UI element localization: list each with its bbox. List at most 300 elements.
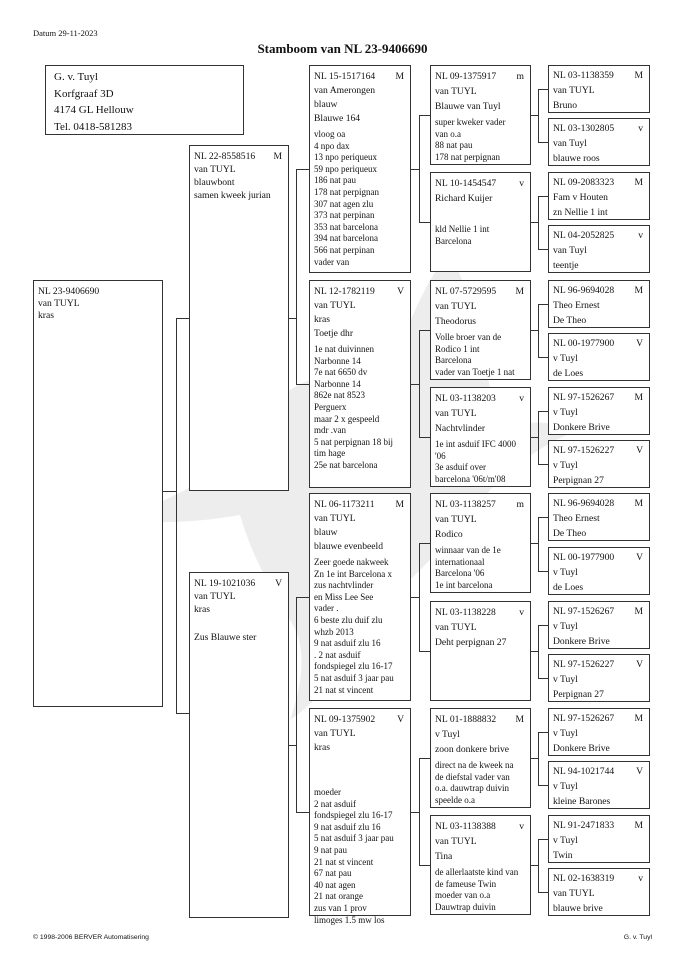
pedigree-breeder: Theo Ernest: [553, 513, 600, 524]
note-line: 394 nat barcelona: [314, 233, 378, 244]
pedigree-ring: NL 94-1021744 V: [553, 766, 643, 777]
pedigree-breeder: van TUYL: [435, 86, 477, 97]
note-line: vloog oa: [314, 129, 346, 139]
note-line: 1e int asduif IFC 4000: [435, 439, 516, 449]
pedigree-name: Twin: [553, 850, 573, 861]
pedigree-name: Theodorus: [435, 316, 477, 327]
pedigree-ring: NL 97-1526227 V: [553, 445, 643, 456]
pedigree-breeder: Richard Kuijer: [435, 193, 493, 204]
note-line: 353 nat barcelona: [314, 221, 378, 232]
connector-line: [538, 411, 539, 464]
ancestor-box: [548, 65, 650, 113]
grandparent-box: [309, 65, 411, 273]
note-line: kld Nellie 1 int: [435, 224, 490, 234]
pedigree-breeder: v Tuyl: [553, 621, 578, 632]
pedigree-name: kleine Barones: [553, 796, 611, 807]
sex-marker: V: [636, 338, 643, 349]
note-line: vader van Toetje 1 nat: [435, 366, 515, 377]
grandparent-box: [309, 708, 411, 925]
note-line: tim hage: [314, 448, 346, 459]
note-line: 186 nat pau: [314, 175, 356, 186]
connector-line: [419, 330, 430, 331]
ancestor-box: [548, 815, 650, 863]
connector-line: [419, 543, 430, 544]
pedigree-breeder: van TUYL: [553, 888, 595, 899]
connector-line: [296, 384, 309, 385]
pedigree-notes: [431, 545, 530, 591]
pedigree-name: de Loes: [553, 582, 584, 593]
great-grandparent-box: [430, 280, 531, 380]
ancestor-box: [548, 280, 650, 328]
sex-marker: V: [275, 578, 282, 589]
note-line: de diefstal vader van: [435, 771, 510, 782]
note-line: moeder: [314, 787, 341, 797]
page-title: Stamboom van NL 23-9406690: [257, 41, 428, 56]
connector-line: [419, 758, 420, 865]
great-grandparent-box: [430, 815, 531, 915]
note-line: 9 nat asduif zlu 16: [314, 638, 381, 649]
pedigree-ring: NL 06-1173211 M: [314, 499, 404, 510]
owner-street: Korfgraaf 3D: [54, 87, 114, 100]
note-line: 1e nat duivinnen: [314, 344, 374, 354]
great-grandparent-box: [430, 708, 531, 808]
sex-marker: M: [634, 498, 643, 509]
note-line: maar 2 x gespeeld: [314, 413, 380, 424]
pedigree-name: [431, 206, 530, 221]
connector-line: [538, 517, 548, 518]
connector-line: [538, 678, 548, 679]
connector-line: [538, 249, 548, 250]
note-line: barcelona '06t/m'08: [435, 473, 506, 484]
connector-line: [538, 732, 548, 733]
pedigree-name: blauwe roos: [553, 153, 600, 164]
pedigree-notes: [431, 760, 530, 806]
note-line: vader .: [314, 603, 339, 614]
note-line: Barcelona: [435, 235, 472, 246]
pedigree-ring: NL 04-2052825 v: [553, 230, 643, 241]
sex-marker: M: [515, 714, 524, 725]
ancestor-box: [548, 601, 650, 649]
sex-marker: v: [638, 230, 643, 241]
connector-line: [538, 357, 548, 358]
pedigree-breeder: van Amerongen: [314, 85, 376, 96]
note-line: 13 npo periqueux: [314, 152, 377, 163]
note-line: 862e nat 8523: [314, 390, 365, 401]
print-date: Datum 29-11-2023: [33, 28, 98, 38]
note-line: 9 nat pau: [314, 844, 347, 855]
pedigree-name: de Loes: [553, 368, 584, 379]
note-line: Barcelona: [435, 355, 472, 366]
great-grandparent-box: [430, 387, 531, 487]
grandparent-box: [309, 493, 411, 701]
note-line: whzb 2013: [314, 626, 354, 637]
pedigree-name: teentje: [553, 260, 579, 271]
pedigree-ring: NL 12-1782119 V: [314, 286, 404, 297]
ancestor-box: [548, 654, 650, 702]
sex-marker: M: [634, 606, 643, 617]
connector-line: [419, 865, 430, 866]
sire-box: [189, 145, 289, 491]
note-line: 21 nat st vincent: [314, 856, 374, 867]
pedigree-breeder: v Tuyl: [553, 835, 578, 846]
great-grandparent-box: [430, 493, 531, 593]
note-line: 25e nat barcelona: [314, 459, 378, 470]
pedigree-breeder: v Tuyl: [435, 729, 460, 740]
pedigree-name: zn Nellie 1 int: [553, 207, 608, 218]
note-line: . 2 nat asduif: [314, 649, 361, 660]
sex-marker: M: [634, 820, 643, 831]
sex-marker: v: [519, 821, 524, 832]
connector-line: [419, 437, 430, 438]
pedigree-name: Rodico: [435, 529, 463, 540]
pedigree-ring: NL 91-2471833 M: [553, 820, 643, 831]
connector-line: [419, 115, 430, 116]
connector-line: [296, 169, 309, 170]
pedigree-name: Blauwe 164: [314, 113, 361, 124]
pedigree-name: Perpignan 27: [553, 689, 604, 700]
pedigree-breeder: van TUYL: [194, 591, 236, 602]
connector-line: [419, 330, 420, 437]
pedigree-breeder: van Tuyl: [553, 138, 587, 149]
note-line: speelde o.a: [435, 794, 475, 805]
pedigree-ring: NL 03-1138203 v: [435, 393, 524, 404]
note-line: Zn 1e int Barcelona x: [314, 568, 392, 579]
pedigree-name: blauwe brive: [553, 903, 603, 914]
pedigree-name: [310, 754, 410, 769]
pedigree-ring: NL 09-2083323 M: [553, 177, 643, 188]
pedigree-name: De Theo: [553, 528, 587, 539]
pedigree-color: blauw: [314, 99, 338, 110]
owner-footer: G. v. Tuyl: [623, 934, 652, 941]
sex-marker: v: [638, 873, 643, 884]
pedigree-name: Donkere Brive: [553, 743, 610, 754]
sex-marker: v: [638, 123, 643, 134]
subject-ring: NL 23-9406690: [38, 286, 100, 297]
pedigree-notes: [431, 439, 530, 485]
pedigree-name: Donkere Brive: [553, 636, 610, 647]
note-line: 59 npo periqueux: [314, 163, 377, 174]
pedigree-ring: NL 03-1302805 v: [553, 123, 643, 134]
sex-marker: M: [634, 392, 643, 403]
note-line: vader van: [314, 256, 350, 267]
note-line: 3e asduif over: [435, 462, 486, 473]
pedigree-breeder: van TUYL: [435, 514, 477, 525]
note-line: 9 nat asduif zlu 16: [314, 821, 381, 832]
pedigree-notes: [431, 117, 530, 163]
connector-line: [176, 318, 177, 714]
connector-line: [176, 318, 189, 319]
connector-line: [538, 464, 548, 465]
note-line: 566 nat perpinan: [314, 244, 375, 255]
note-line: 178 nat perpignan: [435, 151, 500, 162]
connector-line: [419, 651, 430, 652]
sex-marker: M: [634, 70, 643, 81]
ancestor-box: [548, 547, 650, 595]
pedigree-ring: NL 07-5729595 M: [435, 286, 524, 297]
grandparent-box: [309, 280, 411, 488]
sex-marker: M: [515, 286, 524, 297]
pedigree-ring: NL 00-1977900 V: [553, 552, 643, 563]
connector-line: [538, 89, 548, 90]
note-line: fondspiegel zlu 16-17: [314, 661, 393, 672]
pedigree-notes: [431, 867, 530, 913]
pedigree-breeder: van TUYL: [314, 300, 356, 311]
connector-line: [296, 169, 297, 384]
ancestor-box: [548, 440, 650, 488]
note-line: winnaar van de 1e: [435, 545, 501, 555]
pedigree-breeder: Fam v Houten: [553, 192, 608, 203]
great-grandparent-box: [430, 65, 531, 165]
sex-marker: V: [397, 286, 404, 297]
connector-line: [296, 597, 297, 812]
note-line: 2 nat asduif: [314, 798, 356, 809]
connector-line: [538, 196, 539, 249]
subject-color: kras: [38, 310, 54, 321]
pedigree-breeder: v Tuyl: [553, 674, 578, 685]
ancestor-box: [548, 868, 650, 916]
ancestor-box: [548, 333, 650, 381]
owner-name: G. v. Tuyl: [54, 71, 98, 83]
pedigree-breeder: van TUYL: [194, 164, 236, 175]
connector-line: [296, 597, 309, 598]
pedigree-breeder: van TUYL: [435, 408, 477, 419]
note-line: 67 nat pau: [314, 868, 352, 879]
connector-line: [538, 625, 548, 626]
pedigree-breeder: van Tuyl: [553, 245, 587, 256]
connector-line: [538, 839, 539, 892]
note-line: 7e nat 6650 dv: [314, 367, 368, 378]
pedigree-color: kras: [314, 314, 330, 325]
note-line: 5 nat asduif 3 jaar pau: [314, 833, 394, 844]
note-line: super kweker vader: [435, 117, 506, 127]
subject-breeder: van TUYL: [38, 298, 80, 309]
copyright-footer: © 1998-2006 BERVER Automatisering: [33, 934, 149, 941]
sex-marker: V: [397, 714, 404, 725]
subject-box: [33, 280, 163, 707]
pedigree-name: Toetje dhr: [314, 328, 354, 339]
ancestor-box: [548, 225, 650, 273]
sex-marker: M: [634, 285, 643, 296]
pedigree-ring: NL 22-8558516 M: [194, 151, 282, 162]
pedigree-ring: NL 03-1138388 v: [435, 821, 524, 832]
sex-marker: v: [519, 393, 524, 404]
pedigree-breeder: v Tuyl: [553, 781, 578, 792]
pedigree-ring: NL 03-1138257 m: [435, 499, 524, 510]
sex-marker: M: [634, 177, 643, 188]
connector-line: [538, 142, 548, 143]
connector-line: [296, 812, 309, 813]
pedigree-ring: NL 09-1375902 V: [314, 714, 404, 725]
pedigree-name: zoon donkere brive: [435, 744, 510, 755]
sex-marker: v: [519, 178, 524, 189]
connector-line: [538, 839, 548, 840]
dam-box: [189, 572, 289, 918]
pedigree-breeder: van TUYL: [435, 836, 477, 847]
pedigree-breeder: v Tuyl: [553, 353, 578, 364]
note-line: 373 nat perpinan: [314, 210, 375, 221]
note-line: Narbonne 14: [314, 355, 361, 366]
connector-line: [419, 222, 430, 223]
note-line: de fameuse Twin: [435, 878, 497, 889]
ancestor-box: [548, 387, 650, 435]
owner-phone: Tel. 0418-581283: [54, 120, 133, 133]
sex-marker: M: [634, 713, 643, 724]
note-line: zus van 1 prov: [314, 902, 367, 913]
connector-line: [538, 89, 539, 142]
pedigree-color: kras: [194, 604, 210, 615]
note-line: Volle broer van de: [435, 332, 502, 342]
pedigree-ring: NL 01-1888832 M: [435, 714, 524, 725]
pedigree-ring: NL 15-1517164 M: [314, 71, 404, 82]
note-line: en Miss Lee See: [314, 591, 374, 602]
note-line: 178 nat perpignan: [314, 186, 379, 197]
pedigree-notes: [431, 224, 530, 247]
pedigree-breeder: v Tuyl: [553, 567, 578, 578]
pedigree-notes: [310, 787, 410, 926]
note-line: de allerlaatste kind van: [435, 867, 519, 877]
note-line: van o.a: [435, 128, 461, 139]
sex-marker: v: [519, 607, 524, 618]
connector-line: [538, 411, 548, 412]
note-line: '06: [435, 450, 446, 461]
note-line: 1e int barcelona: [435, 579, 493, 590]
note-line: 307 nat agen zlu: [314, 198, 374, 209]
connector-line: [538, 517, 539, 571]
pedigree-note: Zus Blauwe ster: [194, 632, 257, 643]
pedigree-breeder: v Tuyl: [553, 407, 578, 418]
pedigree-color: kras: [314, 742, 330, 753]
pedigree-name: blauwe evenbeeld: [314, 541, 383, 552]
pedigree-ring: NL 96-9694028 M: [553, 498, 643, 509]
connector-line: [176, 713, 189, 714]
sex-marker: V: [636, 659, 643, 670]
note-line: 4 npo dax: [314, 140, 350, 151]
note-line: 88 nat pau: [435, 140, 473, 151]
great-grandparent-box: [430, 601, 531, 701]
pedigree-breeder: van TUYL: [314, 728, 356, 739]
pedigree-note: samen kweek jurian: [194, 190, 271, 201]
pedigree-name: Blauwe van Tuyl: [435, 101, 501, 112]
pedigree-name: Tina: [435, 851, 453, 862]
pedigree-notes: [310, 344, 410, 472]
pedigree-name: Donkere Brive: [553, 422, 610, 433]
connector-line: [538, 196, 548, 197]
connector-line: [538, 892, 548, 893]
connector-line: [538, 625, 539, 678]
connector-line: [538, 304, 548, 305]
note-line: internationaal: [435, 556, 485, 567]
note-line: 21 nat st vincent: [314, 684, 374, 695]
pedigree-name: Nachtvlinder: [435, 423, 486, 434]
pedigree-breeder: van TUYL: [314, 513, 356, 524]
sex-marker: m: [516, 71, 524, 82]
pedigree-ring: NL 00-1977900 V: [553, 338, 643, 349]
ancestor-box: [548, 118, 650, 166]
note-line: Rodico 1 int: [435, 343, 480, 354]
sex-marker: M: [273, 151, 282, 162]
note-line: limoges 1.5 mw los: [314, 914, 385, 925]
pedigree-ring: NL 97-1526267 M: [553, 713, 643, 724]
ancestor-box: [548, 172, 650, 220]
pedigree-note: [190, 615, 288, 630]
owner-city: 4174 GL Hellouw: [54, 104, 134, 116]
sex-marker: M: [395, 499, 404, 510]
note-line: o.a. dauwtrap duivin: [435, 783, 509, 794]
ancestor-box: [548, 761, 650, 809]
pedigree-notes: [431, 332, 530, 378]
connector-line: [419, 115, 420, 222]
pedigree-breeder: van TUYL: [435, 622, 477, 633]
note-line: 5 nat perpignan 18 bij: [314, 436, 393, 447]
pedigree-ring: NL 09-1375917 m: [435, 71, 524, 82]
pedigree-color: blauwbont: [194, 177, 235, 188]
sex-marker: V: [636, 766, 643, 777]
ancestor-box: [548, 708, 650, 756]
note-line: 21 nat orange: [314, 891, 363, 902]
note-line: direct na de kweek na: [435, 760, 514, 770]
note-line: Narbonne 14: [314, 378, 361, 389]
note-line: 40 nat agen: [314, 879, 356, 890]
great-grandparent-box: [430, 172, 531, 272]
pedigree-name: Bruno: [553, 100, 577, 111]
pedigree-breeder: v Tuyl: [553, 460, 578, 471]
pedigree-name: De Theo: [553, 315, 587, 326]
sex-marker: V: [636, 552, 643, 563]
pedigree-breeder: van TUYL: [553, 85, 595, 96]
connector-line: [538, 571, 548, 572]
note-line: 5 nat asduif 3 jaar pau: [314, 672, 394, 683]
note-line: zus nachtvlinder: [314, 580, 374, 591]
pedigree-notes: [310, 557, 410, 696]
note-line: fondspiegel zlu 16-17: [314, 810, 393, 821]
sex-marker: M: [395, 71, 404, 82]
pedigree-color: blauw: [314, 527, 338, 538]
pedigree-ring: NL 03-1138359 M: [553, 70, 643, 81]
pedigree-ring: NL 19-1021036 V: [194, 578, 282, 589]
connector-line: [538, 785, 548, 786]
note-line: 6 beste zlu duif zlu: [314, 614, 383, 625]
note-line: Zeer goede nakweek: [314, 557, 389, 567]
pedigree-ring: NL 10-1454547 v: [435, 178, 524, 189]
owner-info-box: [45, 65, 244, 135]
pedigree-ring: NL 02-1638319 v: [553, 873, 643, 884]
sex-marker: m: [516, 499, 524, 510]
note-line: Perguerx: [314, 401, 347, 412]
pedigree-name: Deht perpignan 27: [435, 637, 507, 648]
connector-line: [538, 304, 539, 357]
pedigree-ring: NL 97-1526267 M: [553, 606, 643, 617]
pedigree-ring: NL 97-1526227 V: [553, 659, 643, 670]
pedigree-ring: NL 96-9694028 M: [553, 285, 643, 296]
note-line: Barcelona '06: [435, 568, 485, 579]
pedigree-name: Perpignan 27: [553, 475, 604, 486]
pedigree-ring: NL 03-1138228 v: [435, 607, 524, 618]
pedigree-breeder: Theo Ernest: [553, 300, 600, 311]
sex-marker: V: [636, 445, 643, 456]
connector-line: [163, 491, 177, 492]
connector-line: [419, 543, 420, 651]
note-line: Dauwtrap duivin: [435, 901, 496, 912]
pedigree-breeder: van TUYL: [435, 301, 477, 312]
note-line: mdr .van: [314, 425, 346, 436]
note-line: moeder van o.a: [435, 890, 491, 901]
pedigree-ring: NL 97-1526267 M: [553, 392, 643, 403]
pedigree-notes: [310, 129, 410, 268]
pedigree-breeder: v Tuyl: [553, 728, 578, 739]
connector-line: [538, 732, 539, 785]
ancestor-box: [548, 493, 650, 541]
connector-line: [419, 758, 430, 759]
